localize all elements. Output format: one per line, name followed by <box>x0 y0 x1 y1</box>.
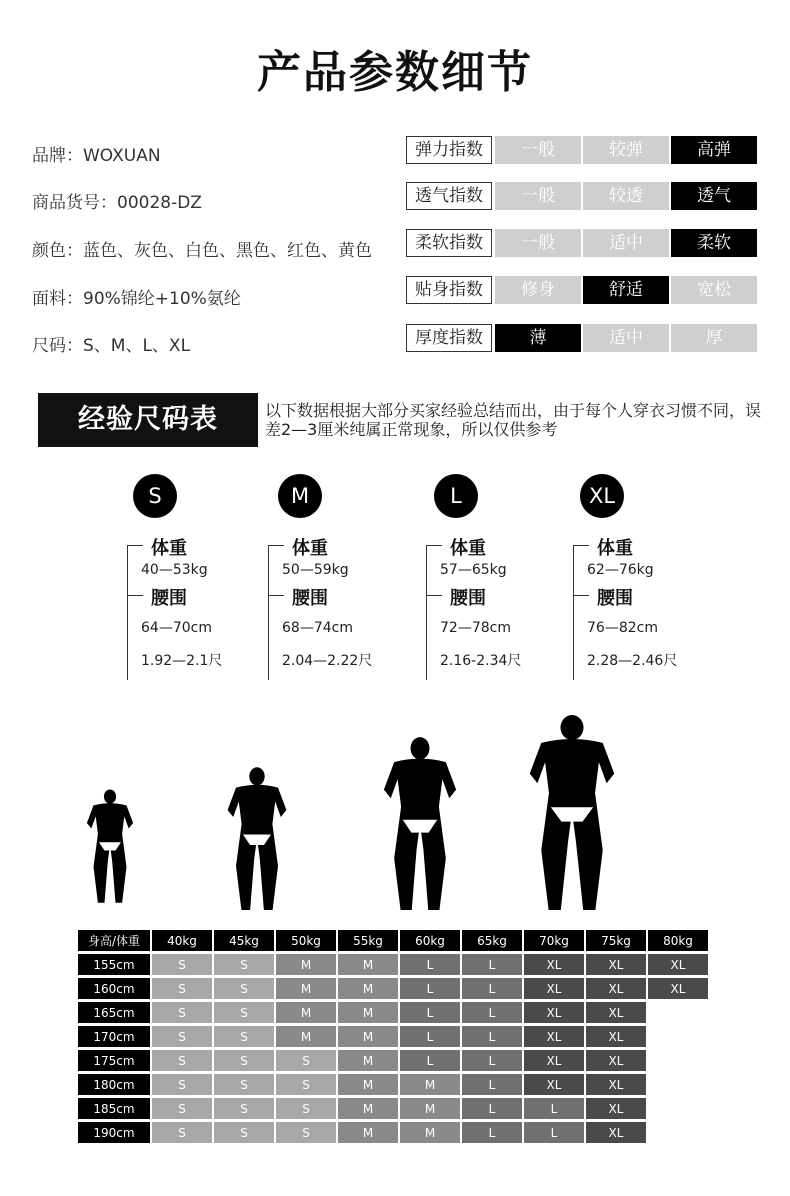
size-weight: 50—59kg <box>282 562 349 578</box>
index-option: 适中 <box>583 229 669 257</box>
size-waist-cm: 64—70cm <box>141 620 212 636</box>
spec-sizes: 尺码：S、M、L、XL <box>32 336 191 356</box>
size-cell: S <box>152 1098 212 1119</box>
index-label: 贴身指数 <box>406 276 492 304</box>
size-weight-label: 体重 <box>292 538 328 559</box>
size-cell: L <box>462 978 522 999</box>
size-chart-note: 以下数据根据大部分买家经验总结而出，由于每个人穿衣习惯不同，误差2—3厘米纯属正常现象，所以仅供参考 <box>265 401 762 439</box>
index-option: 一般 <box>495 136 581 164</box>
table-row <box>78 1002 708 1023</box>
size-cell: M <box>338 1026 398 1047</box>
size-weight-label: 体重 <box>597 538 633 559</box>
index-option: 修身 <box>495 276 581 304</box>
height-header: 175cm <box>78 1050 150 1071</box>
size-cell: S <box>214 1122 274 1143</box>
size-cell: L <box>462 954 522 975</box>
size-cell: L <box>524 1098 584 1119</box>
weight-header: 80kg <box>648 930 708 951</box>
size-waist-chi: 1.92—2.1尺 <box>141 653 223 669</box>
size-cell: XL <box>586 1074 646 1095</box>
size-weight-label: 体重 <box>450 538 486 559</box>
size-waist-chi: 2.16-2.34尺 <box>440 653 522 669</box>
size-cell: M <box>276 954 336 975</box>
index-label: 厚度指数 <box>406 324 492 352</box>
size-cell: XL <box>586 978 646 999</box>
bracket-line <box>268 545 269 680</box>
size-cell: M <box>338 1122 398 1143</box>
height-header: 190cm <box>78 1122 150 1143</box>
size-cell: S <box>214 978 274 999</box>
table-row <box>78 1098 708 1119</box>
index-label: 柔软指数 <box>406 229 492 257</box>
index-label: 透气指数 <box>406 182 492 210</box>
size-cell: M <box>338 1098 398 1119</box>
size-cell: S <box>214 1002 274 1023</box>
size-cell: XL <box>524 1002 584 1023</box>
size-cell: L <box>462 1122 522 1143</box>
spec-colors: 颜色：蓝色、灰色、白色、黑色、红色、黄色 <box>32 241 372 261</box>
size-cell: L <box>462 1026 522 1047</box>
index-option: 一般 <box>495 182 581 210</box>
silhouette-m-icon <box>228 767 287 910</box>
index-option: 较弹 <box>583 136 669 164</box>
bracket-tick <box>573 545 589 546</box>
size-cell: L <box>400 954 460 975</box>
silhouette-xl-icon <box>530 715 614 910</box>
size-cell: L <box>400 1026 460 1047</box>
size-circle: S <box>133 474 177 518</box>
size-cell: XL <box>524 1074 584 1095</box>
index-label: 弹力指数 <box>406 136 492 164</box>
index-option: 柔软 <box>671 229 757 257</box>
height-header: 185cm <box>78 1098 150 1119</box>
size-cell: XL <box>524 978 584 999</box>
size-waist-cm: 68—74cm <box>282 620 353 636</box>
height-header: 160cm <box>78 978 150 999</box>
size-weight-label: 体重 <box>151 538 187 559</box>
spec-brand: 品牌：WOXUAN <box>32 146 161 166</box>
size-waist-label: 腰围 <box>450 588 486 609</box>
size-cell: L <box>524 1122 584 1143</box>
weight-header: 45kg <box>214 930 274 951</box>
table-row <box>78 954 708 975</box>
size-cell: L <box>400 978 460 999</box>
size-cell: S <box>276 1122 336 1143</box>
size-cell <box>648 1026 708 1047</box>
size-cell: M <box>276 1002 336 1023</box>
weight-header: 50kg <box>276 930 336 951</box>
size-waist-label: 腰围 <box>151 588 187 609</box>
table-row <box>78 1122 708 1143</box>
size-waist-cm: 76—82cm <box>587 620 658 636</box>
size-cell: S <box>152 1050 212 1071</box>
size-cell: L <box>462 1098 522 1119</box>
size-cell: L <box>462 1002 522 1023</box>
table-row <box>78 1026 708 1047</box>
index-option: 高弹 <box>671 136 757 164</box>
bracket-tick <box>127 545 143 546</box>
size-cell: XL <box>586 1026 646 1047</box>
size-waist-chi: 2.28—2.46尺 <box>587 653 678 669</box>
size-cell: XL <box>524 954 584 975</box>
size-circle: XL <box>580 474 624 518</box>
size-cell <box>648 1098 708 1119</box>
size-cell: M <box>276 978 336 999</box>
size-cell: XL <box>586 1098 646 1119</box>
size-weight: 62—76kg <box>587 562 654 578</box>
index-option: 较透 <box>583 182 669 210</box>
size-cell: S <box>152 1074 212 1095</box>
size-cell: S <box>152 954 212 975</box>
size-weight: 57—65kg <box>440 562 507 578</box>
size-circle: M <box>278 474 322 518</box>
size-cell: M <box>338 1074 398 1095</box>
size-table <box>76 927 710 1146</box>
index-option: 一般 <box>495 229 581 257</box>
size-cell: XL <box>648 954 708 975</box>
body-silhouettes <box>60 710 740 910</box>
weight-header: 60kg <box>400 930 460 951</box>
size-cell: L <box>462 1074 522 1095</box>
size-cell <box>648 1050 708 1071</box>
size-cell: XL <box>586 1122 646 1143</box>
height-header: 165cm <box>78 1002 150 1023</box>
size-cell <box>648 1074 708 1095</box>
size-cell: S <box>214 954 274 975</box>
height-header: 155cm <box>78 954 150 975</box>
bracket-tick <box>426 595 442 596</box>
size-cell: S <box>276 1074 336 1095</box>
silhouette-l-icon <box>384 737 456 910</box>
size-waist-label: 腰围 <box>292 588 328 609</box>
page-title: 产品参数细节 <box>257 47 533 98</box>
index-option: 舒适 <box>583 276 669 304</box>
bracket-tick <box>127 595 143 596</box>
size-waist-cm: 72—78cm <box>440 620 511 636</box>
size-cell: S <box>152 1026 212 1047</box>
size-cell: M <box>338 954 398 975</box>
bracket-tick <box>426 545 442 546</box>
index-option: 宽松 <box>671 276 757 304</box>
size-chart-banner: 经验尺码表 <box>38 393 258 447</box>
size-cell: L <box>400 1050 460 1071</box>
index-option: 适中 <box>583 324 669 352</box>
size-cell: M <box>338 978 398 999</box>
table-row <box>78 1074 708 1095</box>
weight-header: 40kg <box>152 930 212 951</box>
table-row <box>78 1050 708 1071</box>
size-cell: S <box>152 978 212 999</box>
size-circle: L <box>434 474 478 518</box>
size-cell: XL <box>524 1026 584 1047</box>
index-option: 薄 <box>495 324 581 352</box>
size-cell: L <box>400 1002 460 1023</box>
size-cell: XL <box>586 1002 646 1023</box>
size-cell: XL <box>648 978 708 999</box>
size-cell: S <box>214 1050 274 1071</box>
size-cell: XL <box>586 954 646 975</box>
size-cell: XL <box>524 1050 584 1071</box>
bracket-tick <box>268 545 284 546</box>
silhouette-s-icon <box>87 789 133 902</box>
weight-header: 70kg <box>524 930 584 951</box>
bracket-tick <box>573 595 589 596</box>
table-corner: 身高/体重 <box>78 930 150 951</box>
bracket-line <box>426 545 427 680</box>
size-cell: S <box>214 1098 274 1119</box>
size-cell: M <box>400 1074 460 1095</box>
size-cell: S <box>276 1098 336 1119</box>
index-option: 透气 <box>671 182 757 210</box>
size-cell: M <box>400 1098 460 1119</box>
bracket-tick <box>268 595 284 596</box>
size-cell: S <box>214 1026 274 1047</box>
size-cell: XL <box>586 1050 646 1071</box>
weight-header: 55kg <box>338 930 398 951</box>
size-cell <box>648 1002 708 1023</box>
index-option: 厚 <box>671 324 757 352</box>
size-waist-label: 腰围 <box>597 588 633 609</box>
size-cell: S <box>152 1122 212 1143</box>
weight-header: 65kg <box>462 930 522 951</box>
size-weight: 40—53kg <box>141 562 208 578</box>
bracket-line <box>127 545 128 680</box>
size-cell: M <box>338 1002 398 1023</box>
bracket-line <box>573 545 574 680</box>
height-header: 170cm <box>78 1026 150 1047</box>
height-header: 180cm <box>78 1074 150 1095</box>
spec-item-number: 商品货号：00028-DZ <box>32 193 202 213</box>
size-cell <box>648 1122 708 1143</box>
size-cell: S <box>276 1050 336 1071</box>
size-waist-chi: 2.04—2.22尺 <box>282 653 373 669</box>
size-cell: M <box>276 1026 336 1047</box>
size-cell: M <box>400 1122 460 1143</box>
size-cell: M <box>338 1050 398 1071</box>
table-row <box>78 978 708 999</box>
size-cell: S <box>214 1074 274 1095</box>
weight-header: 75kg <box>586 930 646 951</box>
spec-fabric: 面料：90%锦纶+10%氨纶 <box>32 289 241 309</box>
size-cell: S <box>152 1002 212 1023</box>
size-cell: L <box>462 1050 522 1071</box>
